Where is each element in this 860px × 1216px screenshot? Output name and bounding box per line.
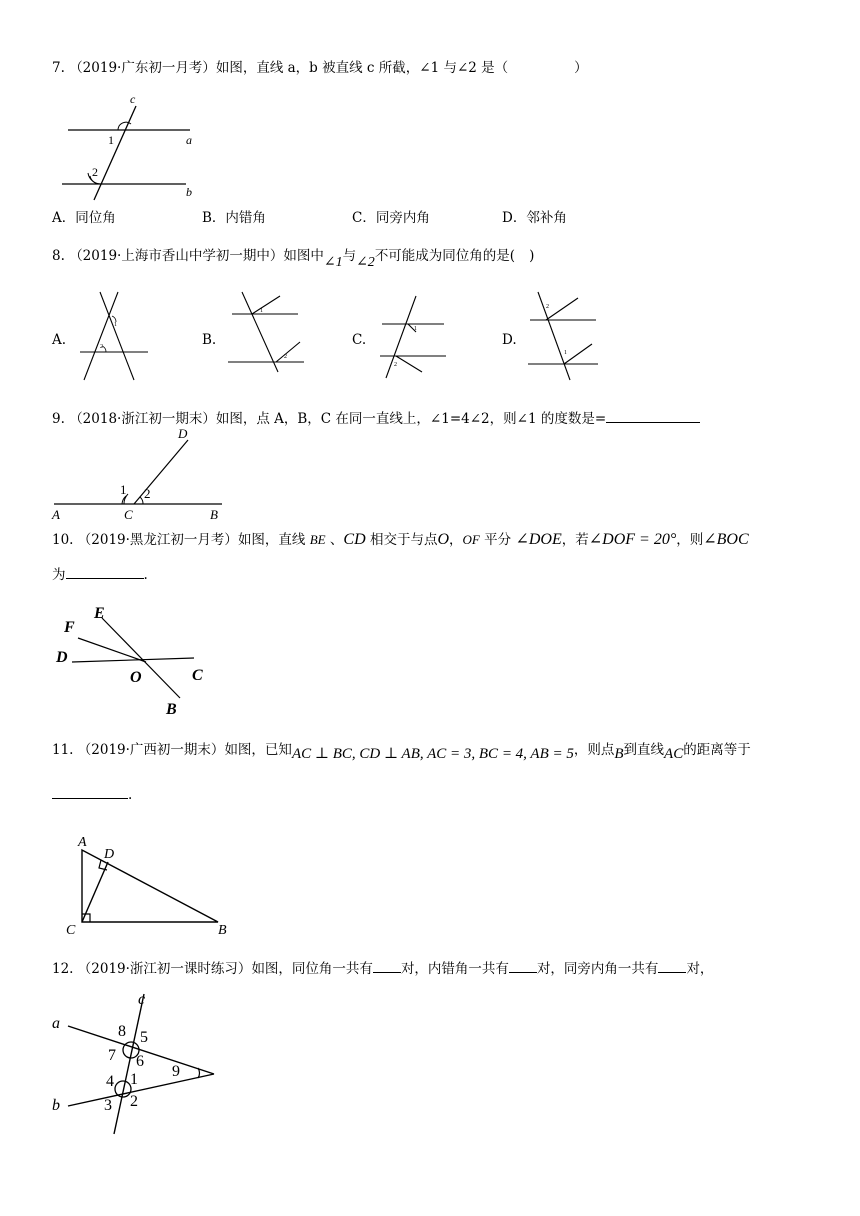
answer-blank-2[interactable] — [509, 958, 537, 973]
option-a[interactable]: A．同位角 — [52, 210, 116, 226]
label-b: b — [186, 185, 192, 199]
question-number: 7. — [52, 60, 65, 76]
svg-text:2: 2 — [546, 304, 549, 310]
label-O: O — [130, 669, 142, 686]
question-11-stem: 11. （2019·广西初一期末）如图，已知AC ⊥ BC, CD ⊥ AB, AC = 3, BC = 4, AB = 5，则点B到直线AC的距离等于 — [52, 742, 751, 762]
svg-text:2: 2 — [284, 354, 287, 360]
label-B: B — [218, 923, 227, 938]
angle-label-5: 5 — [140, 1029, 148, 1046]
label-c: c — [138, 991, 146, 1008]
question-7-stem — [52, 58, 588, 78]
q11-figure — [58, 830, 238, 942]
label-a: a — [52, 1015, 60, 1032]
question-number: 9. — [52, 411, 65, 427]
label-c: c — [130, 92, 136, 106]
option-d[interactable]: D．邻补角 — [502, 210, 567, 226]
label-C: C — [124, 507, 133, 522]
question-source: （2019·广东初一月考） — [69, 60, 216, 76]
angle-2: ∠2 — [356, 255, 375, 270]
label-D: D — [104, 847, 115, 862]
label-C: C — [192, 667, 203, 684]
svg-text:2: 2 — [100, 344, 103, 350]
question-10-stem: 10. （2019·黑龙江初一月考）如图，直线 BE 、CD 相交于与点O，OF 平分 ∠DOE，若∠DOF = 20°，则∠BOC — [52, 531, 749, 548]
question-source: （2018·浙江初一期末） — [69, 411, 216, 427]
question-source: （2019·广西初一期末） — [77, 742, 225, 758]
question-number: 11. — [52, 742, 74, 758]
q8-figure-d — [526, 290, 606, 382]
svg-text:1: 1 — [414, 326, 417, 332]
angle-label-2: 2 — [144, 486, 151, 501]
angle-label-1: 1 — [130, 1071, 138, 1088]
q9-figure — [52, 426, 232, 522]
q7-figure — [58, 92, 218, 204]
question-10-line2: 为 . — [52, 564, 148, 585]
svg-text:2: 2 — [394, 362, 397, 368]
angle-1: ∠1 — [323, 255, 343, 270]
question-text: 如图，直线 a，b 被直线 c 所截，∠1 与∠2 是（ — [215, 60, 509, 76]
q8-option-a-label[interactable]: A. — [52, 332, 67, 348]
question-source: （2019·黑龙江初一月考） — [77, 532, 238, 548]
q10-figure — [54, 600, 224, 720]
answer-blank[interactable] — [52, 784, 128, 799]
label-E: E — [94, 605, 105, 622]
question-number: 8. — [52, 248, 65, 264]
angle-label-6: 6 — [136, 1053, 144, 1070]
question-8-stem: 8. （2019·上海市香山中学初一期中）如图中∠1与∠2不可能成为同位角的是( ) — [52, 248, 535, 270]
angle-label-1: 1 — [108, 133, 114, 147]
label-B: B — [210, 507, 218, 522]
q8-option-b-label[interactable]: B. — [202, 332, 217, 348]
q12-figure — [50, 988, 230, 1138]
q8-figure-b — [226, 290, 310, 374]
angle-label-1: 1 — [120, 482, 127, 497]
question-number: 10. — [52, 532, 74, 548]
answer-paren-close: ） — [574, 60, 588, 76]
angle-label-9: 9 — [172, 1063, 180, 1080]
label-B: B — [166, 701, 177, 718]
angle-label-4: 4 — [106, 1073, 114, 1090]
question-source: （2019·上海市香山中学初一期中） — [69, 248, 284, 264]
svg-text:1: 1 — [564, 350, 567, 356]
q8-figure-a — [76, 288, 156, 384]
q8-option-c-label[interactable]: C. — [352, 332, 367, 348]
q8-figure-c — [376, 292, 456, 380]
angle-label-3: 3 — [104, 1097, 112, 1114]
label-b: b — [52, 1097, 60, 1114]
option-b[interactable]: B．内错角 — [202, 210, 266, 226]
label-D: D — [178, 426, 188, 441]
answer-blank[interactable] — [66, 564, 144, 579]
angle-label-7: 7 — [108, 1047, 116, 1064]
label-A: A — [52, 507, 60, 522]
label-C: C — [66, 923, 76, 938]
answer-blank[interactable] — [606, 408, 700, 423]
label-F: F — [64, 619, 75, 636]
svg-text:1: 1 — [260, 308, 263, 314]
svg-text:1: 1 — [114, 322, 117, 328]
label-A: A — [78, 835, 87, 850]
option-c[interactable]: C．同旁内角 — [352, 210, 430, 226]
question-text: 如图，点 A，B，C 在同一直线上，∠1=4∠2，则∠1 的度数是= — [215, 411, 607, 427]
label-D: D — [56, 649, 68, 666]
question-11-line2: . — [52, 784, 132, 805]
answer-blank-1[interactable] — [373, 958, 401, 973]
question-12-stem: 12. （2019·浙江初一课时练习）如图，同位角一共有 对，内错角一共有 对，同旁内角一共有 对， — [52, 958, 713, 979]
angle-label-2: 2 — [92, 165, 98, 179]
angle-label-2: 2 — [130, 1093, 138, 1110]
answer-blank-3[interactable] — [658, 958, 686, 973]
angle-label-8: 8 — [118, 1023, 126, 1040]
question-source: （2019·浙江初一课时练习） — [77, 961, 252, 977]
question-number: 12. — [52, 961, 74, 977]
q8-option-d-label[interactable]: D. — [502, 332, 517, 348]
label-a: a — [186, 133, 192, 147]
